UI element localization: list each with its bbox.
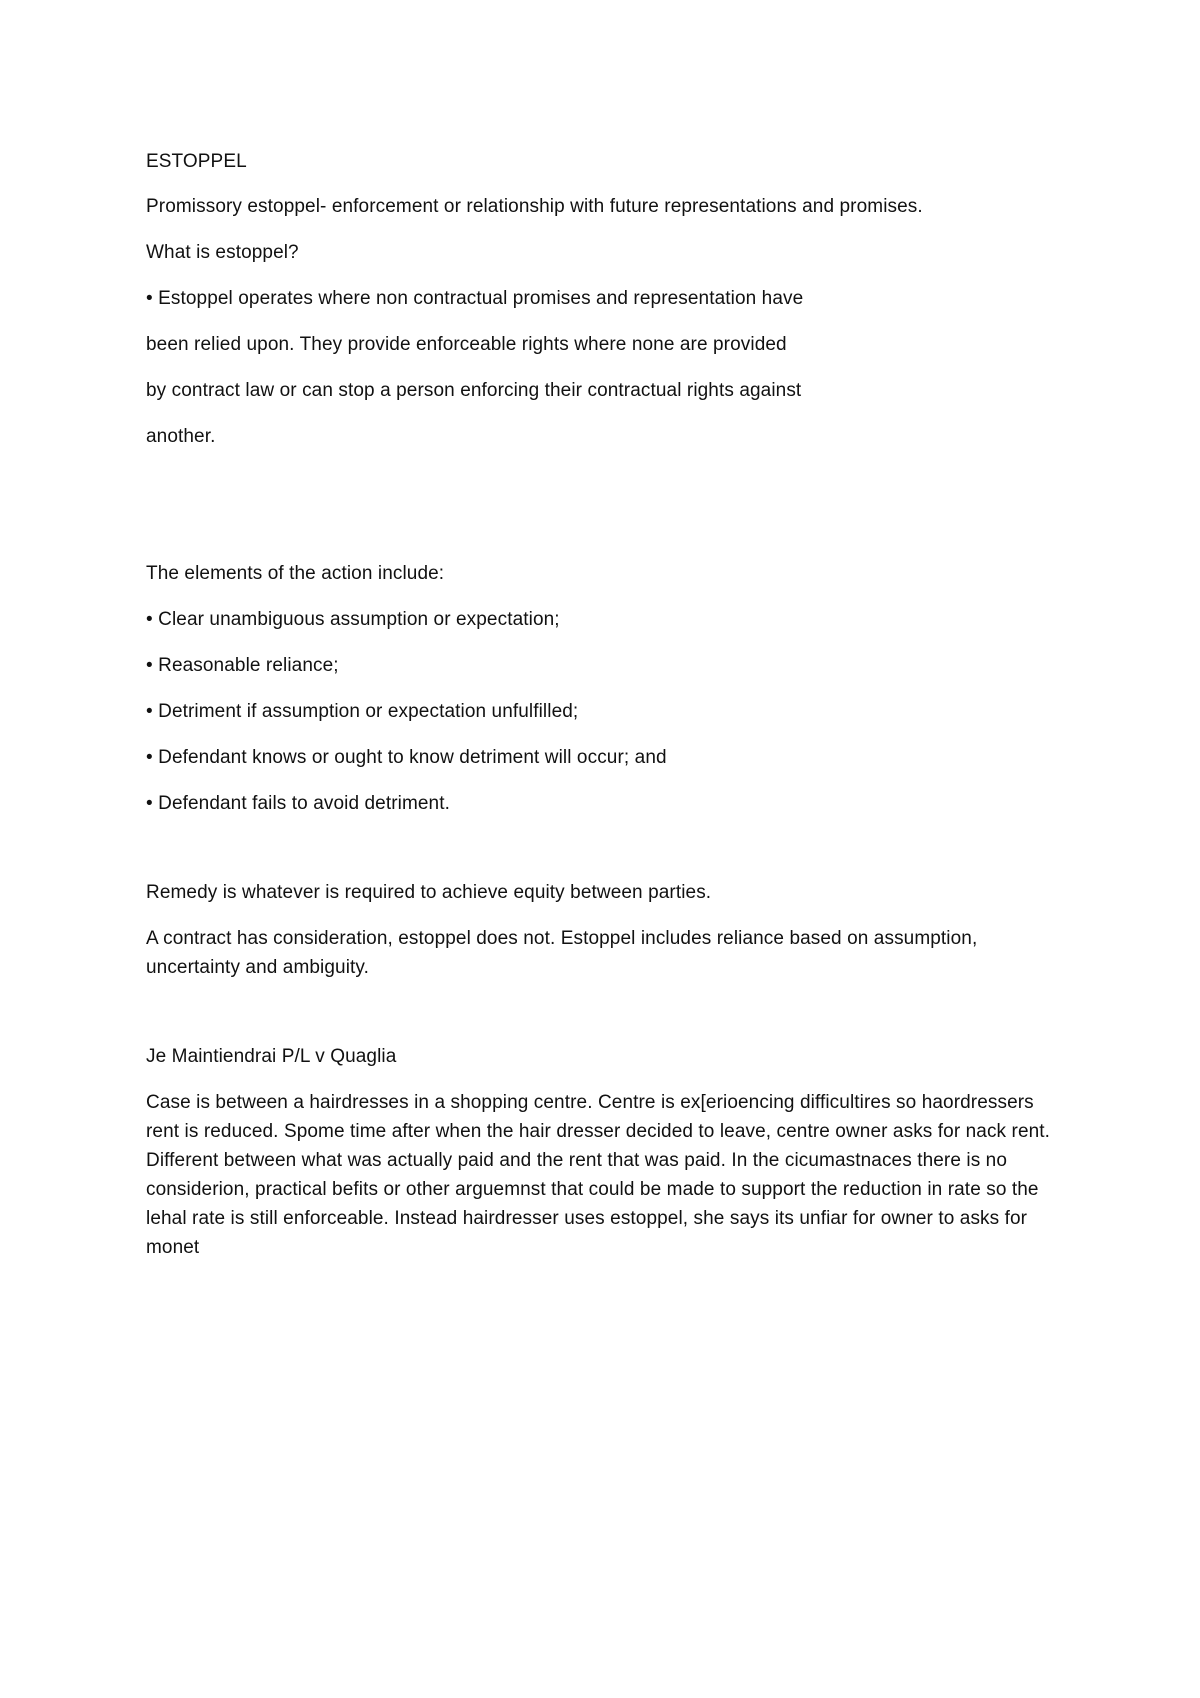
spacer — [146, 999, 1076, 1042]
question-heading: What is estoppel? — [146, 242, 299, 263]
list-item-text: Defendant fails to avoid detriment. — [158, 793, 450, 814]
definition-line: been relied upon. They provide enforceable rights where none are provided — [146, 334, 787, 355]
elements-list — [146, 605, 1076, 818]
spacer — [146, 468, 1076, 559]
document-body — [146, 147, 1076, 1279]
list-item-text: Clear unambiguous assumption or expectation; — [158, 609, 560, 630]
list-item-text: Defendant knows or ought to know detriment will occur; and — [158, 747, 667, 768]
spacer — [146, 835, 1076, 878]
definition-line: • Estoppel operates where non contractual promises and representation have — [146, 288, 804, 309]
contract-comparison-paragraph: A contract has consideration, estoppel does not. Estoppel includes reliance based on assumption, uncertainty and ambiguity. — [146, 928, 978, 978]
definition-line: by contract law or can stop a person enforcing their contractual rights against — [146, 380, 802, 401]
list-item-text: Detriment if assumption or expectation unfulfilled; — [158, 701, 579, 722]
list-item — [146, 743, 1076, 772]
case-summary-paragraph: Case is between a hairdresses in a shopping centre. Centre is ex[erioencing difficultires so haordressers rent is reduced. Spome time after when the hair dresser decided to leave, centre owner asks for nack rent. Different between what was actually paid and the rent that was paid. In the cicumastnaces there is no considerion, practical befits or other arguemnst that could be made to support the reduction in rate so the lehal rate is still enforceable. Instead hairdresser uses estoppel, she says its unfiar for owner to asks for monet — [146, 1092, 1051, 1258]
list-item-text: Reasonable reliance; — [158, 655, 339, 676]
remedy-paragraph: Remedy is whatever is required to achieve equity between parties. — [146, 882, 712, 903]
list-item — [146, 651, 1076, 680]
list-item — [146, 605, 1076, 634]
document-title: ESTOPPEL — [146, 151, 247, 172]
definition-line: another. — [146, 426, 216, 447]
definition-paragraph — [146, 284, 1076, 451]
document-subtitle: Promissory estoppel- enforcement or relationship with future representations and promises. — [146, 196, 923, 217]
list-item — [146, 789, 1076, 818]
elements-intro: The elements of the action include: — [146, 563, 445, 584]
case-heading: Je Maintiendrai P/L v Quaglia — [146, 1046, 397, 1067]
list-item — [146, 697, 1076, 726]
